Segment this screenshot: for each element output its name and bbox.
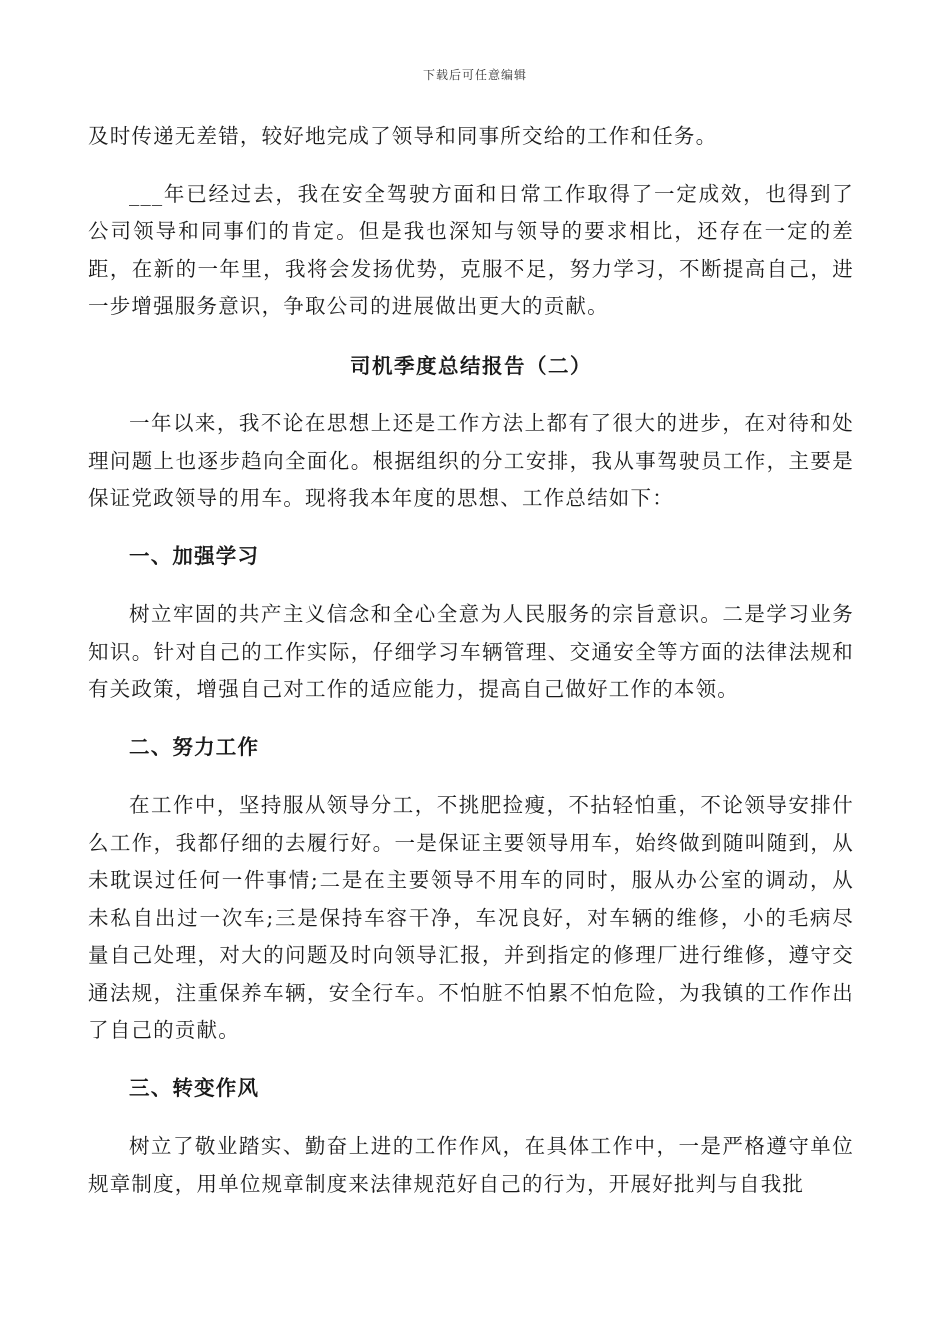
section-heading-2: 二、努力工作: [129, 734, 260, 759]
paragraph-intro: 一年以来，我不论在思想上还是工作方法上都有了很大的进步，在对待和处理问题上也逐步趋向全面化。根据组织的分工安排，我从事驾驶员工作，主要是保证党政领导的用车。现将我本年度的思想、工作总结如下：: [88, 411, 854, 510]
page-header: 下载后可任意编辑: [422, 68, 527, 82]
paragraph-year-summary: ___年已经过去，我在安全驾驶方面和日常工作取得了一定成效，也得到了公司领导和同事们的肯定。但是我也深知与领导的要求相比，还存在一定的差距，在新的一年里，我将会发扬优势，克服不足，努力学习，不断提高自己，进一步增强服务意识，争取公司的进展做出更大的贡献。: [88, 181, 854, 318]
section-heading-1: 一、加强学习: [129, 543, 260, 568]
paragraph-continued: 及时传递无差错，较好地完成了领导和同事所交给的工作和任务。: [88, 124, 718, 148]
paragraph-work: 在工作中，坚持服从领导分工，不挑肥捡瘦，不拈轻怕重，不论领导安排什么工作，我都仔细的去履行好。一是保证主要领导用车，始终做到随叫随到，从未耽误过任何一件事情;二是在主要领导不用车的同时，服从办公室的调动，从未私自出过一次车;三是保持车容干净，车况良好，对车辆的维修，小的毛病尽量自己处理，对大的问题及时向领导汇报，并到指定的修理厂进行维修，遵守交通法规，注重保养车辆，安全行车。不怕脏不怕累不怕危险，为我镇的工作作出了自己的贡献。: [88, 793, 854, 1042]
paragraph-study: 树立牢固的共产主义信念和全心全意为人民服务的宗旨意识。二是学习业务知识。针对自己的工作实际，仔细学习车辆管理、交通安全等方面的法律法规和有关政策，增强自己对工作的适应能力，提高自己做好工作的本领。: [88, 602, 854, 701]
document-body: [88, 118, 854, 1203]
paragraph-style: 树立了敬业踏实、勤奋上进的工作作风，在具体工作中，一是严格遵守单位规章制度，用单位规章制度来法律规范好自己的行为，开展好批判与自我批: [88, 1134, 854, 1196]
report-title: 司机季度总结报告（二）: [350, 353, 592, 378]
section-heading-3: 三、转变作风: [129, 1075, 260, 1100]
